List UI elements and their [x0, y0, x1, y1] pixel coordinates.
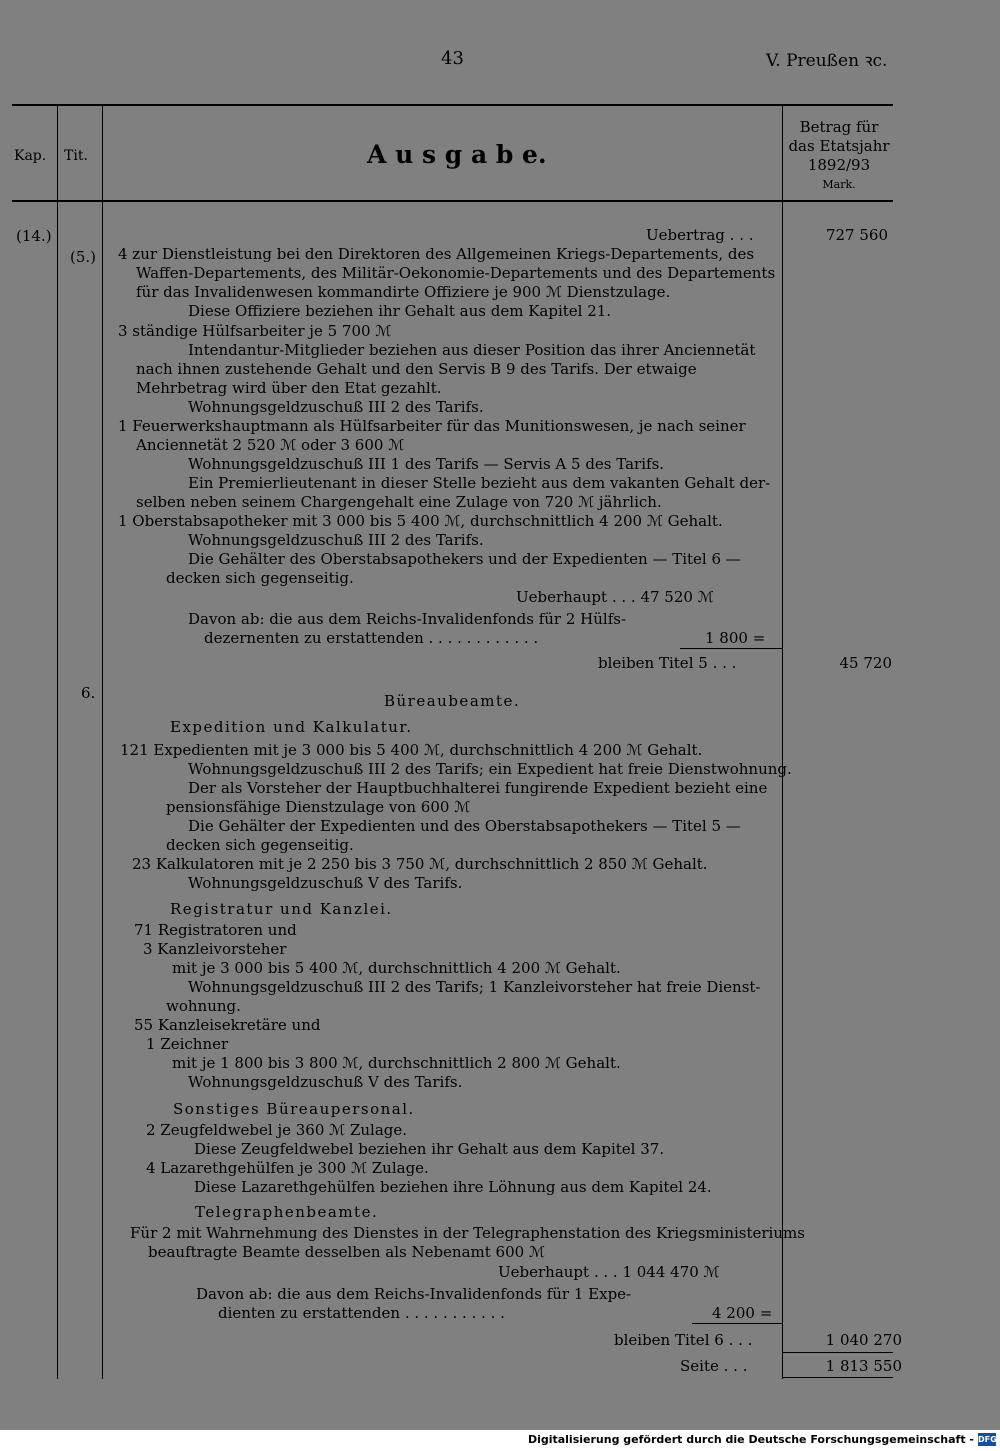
text-line: für das Invalidenwesen kommandirte Offiziere je 900 ℳ Dienstzulage.	[136, 283, 671, 301]
amount-titel-6: 1 040 270	[825, 1331, 902, 1349]
sum-rule	[692, 1323, 782, 1324]
text-line: wohnung.	[166, 997, 241, 1015]
text-line: Mehrbetrag wird über den Etat gezahlt.	[136, 379, 442, 397]
column-header-ausgabe: A u s g a b e.	[367, 140, 547, 169]
sum-rule	[782, 1352, 893, 1353]
amount-uebertrag: 727 560	[825, 226, 888, 244]
text-line: Davon ab: die aus dem Reichs-Invalidenfonds für 1 Expe-	[196, 1285, 632, 1303]
text-line: mit je 1 800 bis 3 800 ℳ, durchschnittlich 2 800 ℳ Gehalt.	[172, 1054, 621, 1072]
text-line: mit je 3 000 bis 5 400 ℳ, durchschnittlich 4 200 ℳ Gehalt.	[172, 959, 621, 977]
table-top-rule	[12, 104, 893, 106]
text-line: 71 Registratoren und	[134, 921, 297, 939]
text-line: 4 Lazarethgehülfen je 300 ℳ Zulage.	[146, 1159, 429, 1177]
text-line: 1 Zeichner	[146, 1035, 229, 1053]
tit-marker-5: (5.)	[70, 248, 97, 266]
subtotal-label: bleiben Titel 6 . . .	[614, 1331, 753, 1349]
ueberhaupt-line: Ueberhaupt . . . 1 044 470 ℳ	[498, 1263, 720, 1281]
column-header-kap: Kap.	[14, 148, 47, 164]
ueberhaupt-line: Ueberhaupt . . . 47 520 ℳ	[516, 588, 714, 606]
text-line: Wohnungsgeldzuschuß III 2 des Tarifs; 1 Kanzleivorsteher hat freie Dienst-	[188, 978, 761, 996]
deduction-amount: 4 200 =	[712, 1304, 773, 1322]
text-line: Diese Offiziere beziehen ihr Gehalt aus dem Kapitel 21.	[188, 302, 612, 320]
text-line: Wohnungsgeldzuschuß III 1 des Tarifs — Servis A 5 des Tarifs.	[188, 455, 665, 473]
sum-rule	[680, 648, 782, 649]
text-line: Der als Vorsteher der Hauptbuchhalterei fungirende Expedient bezieht eine	[188, 779, 768, 797]
text-line: Wohnungsgeldzuschuß III 2 des Tarifs.	[188, 531, 484, 549]
text-line: Anciennetät 2 520 ℳ oder 3 600 ℳ	[136, 436, 405, 454]
text-line: Wohnungsgeldzuschuß V des Tarifs.	[188, 1073, 463, 1091]
subsection-heading: Expedition und Kalkulatur.	[170, 718, 413, 736]
text-line: 4 zur Dienstleistung bei den Direktoren des Allgemeinen Kriegs-Departements, des	[118, 245, 755, 263]
section-heading: Büreaubeamte.	[384, 692, 521, 710]
subsection-heading: Registratur und Kanzlei.	[170, 900, 393, 918]
text-line: Ein Premierlieutenant in dieser Stelle bezieht aus dem vakanten Gehalt der-	[188, 474, 771, 492]
subsection-heading: Sonstiges Büreaupersonal.	[173, 1100, 415, 1118]
text-line: Die Gehälter der Expedienten und des Oberstabsapothekers — Titel 5 —	[188, 817, 741, 835]
amount-titel-5: 45 720	[839, 654, 892, 672]
text-line: Wohnungsgeldzuschuß V des Tarifs.	[188, 874, 463, 892]
column-header-amount: Betrag für das Etatsjahr 1892/93 Mark.	[788, 118, 890, 191]
column-header-tit: Tit.	[64, 148, 88, 164]
running-head: V. Preußen ꝛc.	[766, 51, 888, 71]
text-line: 3 ständige Hülfsarbeiter je 5 700 ℳ	[118, 322, 392, 340]
text-line: selben neben seinem Chargengehalt eine Zulage von 720 ℳ jährlich.	[136, 493, 662, 511]
page-total-label: Seite . . .	[680, 1357, 748, 1375]
footer-text: Digitalisierung gefördert durch die Deutsche Forschungsgemeinschaft -	[527, 1433, 974, 1446]
text-line: 55 Kanzleisekretäre und	[134, 1016, 321, 1034]
subtotal-label: bleiben Titel 5 . . .	[598, 654, 737, 672]
kap-marker: (14.)	[16, 227, 52, 245]
text-line: Davon ab: die aus dem Reichs-Invalidenfonds für 2 Hülfs-	[188, 610, 627, 628]
table-header-rule	[12, 200, 893, 202]
text-line: Die Gehälter des Oberstabsapothekers und der Expedienten — Titel 6 —	[188, 550, 741, 568]
text-line: Wohnungsgeldzuschuß III 2 des Tarifs.	[188, 398, 484, 416]
text-line: 1 Oberstabsapotheker mit 3 000 bis 5 400 ℳ, durchschnittlich 4 200 ℳ Gehalt.	[118, 512, 723, 530]
text-line: 1 Feuerwerkshauptmann als Hülfsarbeiter für das Munitionswesen, je nach seiner	[118, 417, 746, 435]
text-line: nach ihnen zustehende Gehalt und den Servis B 9 des Tarifs. Der etwaige	[136, 360, 697, 378]
column-divider-kap	[57, 104, 58, 1379]
tit-marker-6: 6.	[81, 684, 96, 702]
text-line: dienten zu erstattenden . . . . . . . . . . .	[218, 1304, 505, 1322]
subsection-heading: Telegraphenbeamte.	[195, 1203, 379, 1221]
column-divider-tit	[102, 104, 103, 1379]
column-divider-amount	[782, 104, 783, 1379]
text-line: 3 Kanzleivorsteher	[143, 940, 287, 958]
sum-rule	[782, 1377, 893, 1378]
amount-seite: 1 813 550	[825, 1357, 902, 1375]
text-line: decken sich gegenseitig.	[166, 569, 354, 587]
text-line: Waffen-Departements, des Militär-Oekonomie-Departements und des Departements	[136, 264, 776, 282]
text-line: Diese Zeugfeldwebel beziehen ihr Gehalt aus dem Kapitel 37.	[194, 1140, 665, 1158]
text-line: beauftragte Beamte desselben als Nebenamt 600 ℳ	[148, 1243, 545, 1261]
text-line: dezernenten zu erstattenden . . . . . . . . . . . .	[204, 629, 539, 647]
dfg-logo: DFG	[978, 1435, 997, 1444]
deduction-amount: 1 800 =	[705, 629, 766, 647]
text-line: Wohnungsgeldzuschuß III 2 des Tarifs; ein Expedient hat freie Dienstwohnung.	[188, 760, 792, 778]
text-line: Diese Lazarethgehülfen beziehen ihre Löhnung aus dem Kapitel 24.	[194, 1178, 712, 1196]
text-line: 23 Kalkulatoren mit je 2 250 bis 3 750 ℳ, durchschnittlich 2 850 ℳ Gehalt.	[132, 855, 708, 873]
uebertrag-label: Uebertrag . . .	[646, 226, 754, 244]
text-line: 121 Expedienten mit je 3 000 bis 5 400 ℳ, durchschnittlich 4 200 ℳ Gehalt.	[120, 741, 703, 759]
footer-bar	[0, 1430, 1000, 1451]
text-line: Für 2 mit Wahrnehmung des Dienstes in der Telegraphenstation des Kriegsministeriums	[130, 1224, 805, 1242]
page-number: 43	[441, 48, 464, 69]
text-line: Intendantur-Mitglieder beziehen aus dieser Position das ihrer Anciennetät	[188, 341, 756, 359]
text-line: 2 Zeugfeldwebel je 360 ℳ Zulage.	[146, 1121, 408, 1139]
text-line: pensionsfähige Dienstzulage von 600 ℳ	[166, 798, 471, 816]
text-line: decken sich gegenseitig.	[166, 836, 354, 854]
